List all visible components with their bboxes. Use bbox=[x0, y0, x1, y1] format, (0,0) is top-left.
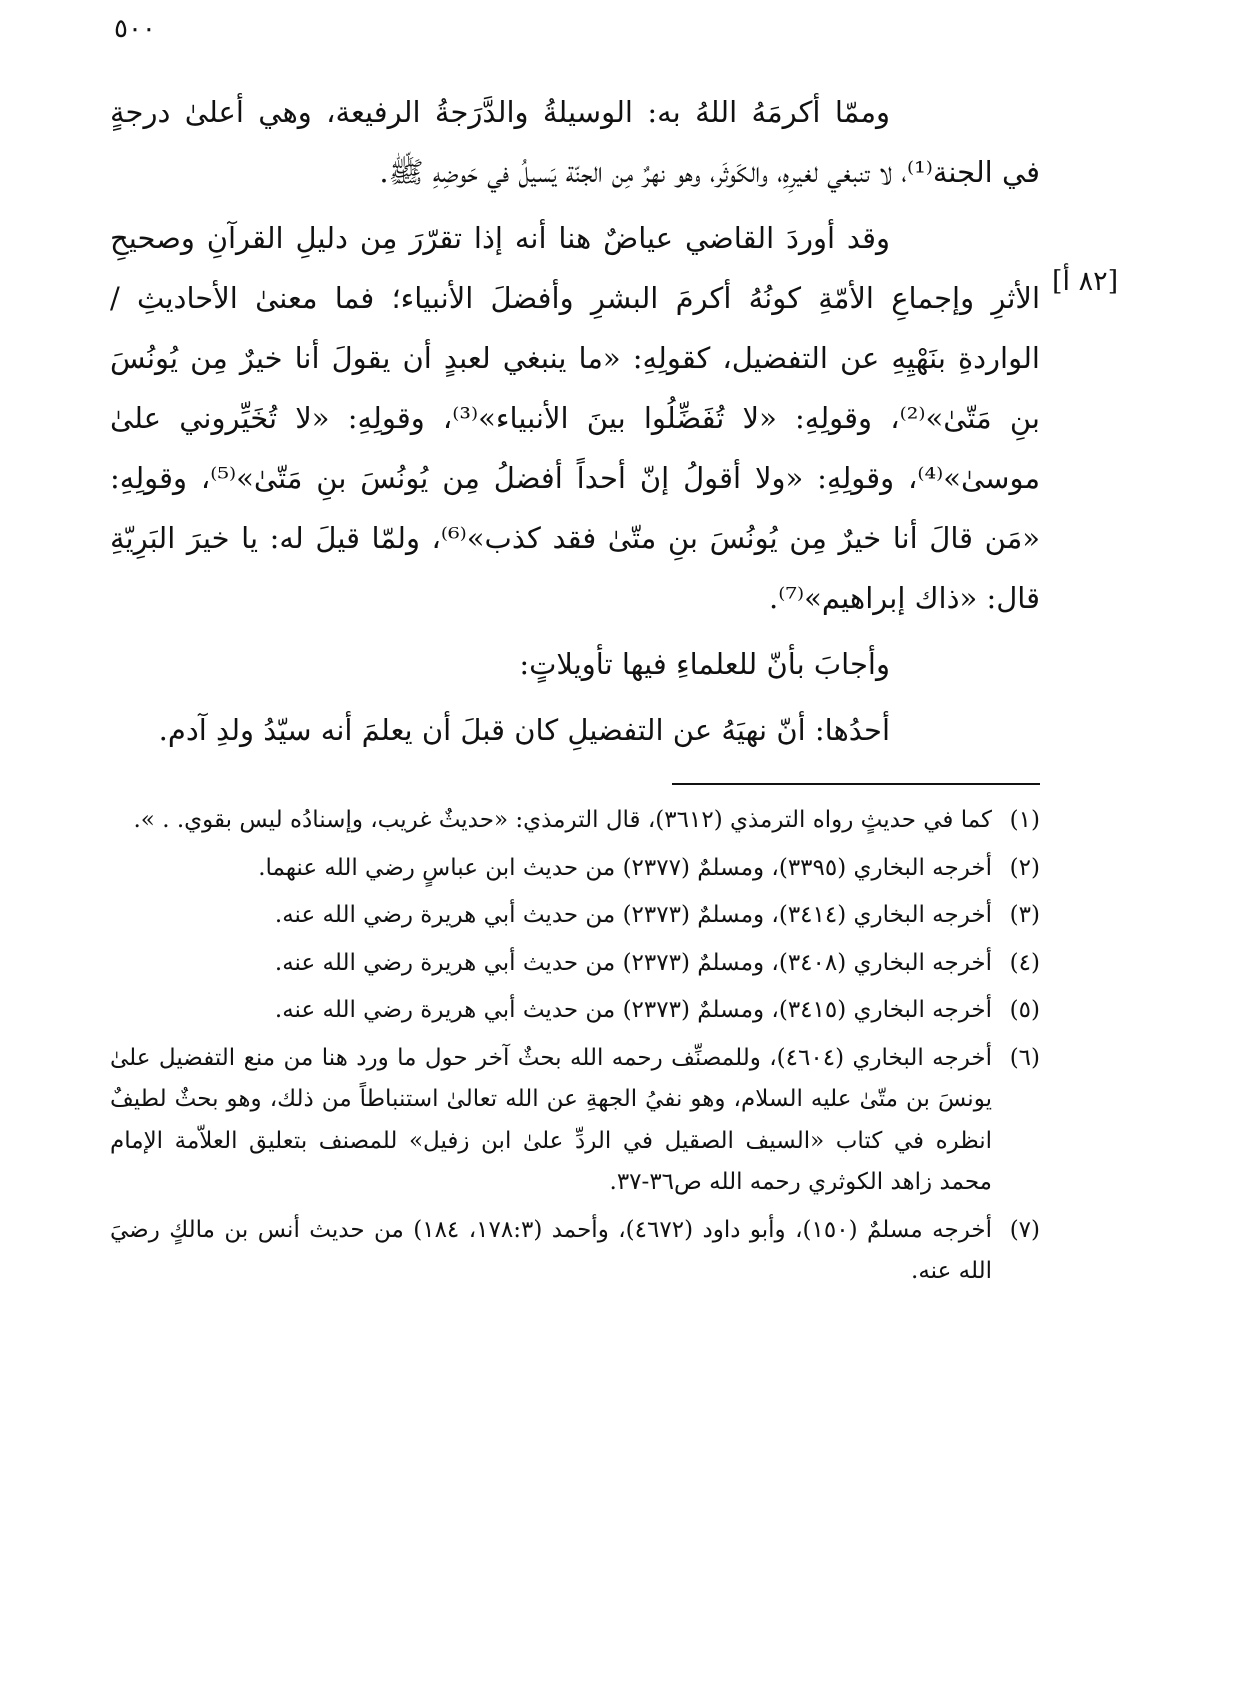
footnotes bbox=[110, 800, 1040, 1299]
footnote-number: (٤) bbox=[1009, 949, 1040, 976]
footnote-item bbox=[110, 1210, 1040, 1293]
footnote-text: أخرجه البخاري (٣٣٩٥)، ومسلمٌ (٢٣٧٧) من حديث ابن عباسٍ رضي الله عنهما. bbox=[258, 854, 992, 881]
main-text bbox=[110, 82, 1040, 766]
body-paragraph: وممّا أكرمَهُ اللهُ به: الوسيلةُ والدَّرَجةُ الرفيعة، وهي أعلىٰ درجةٍ في الجنة⁽¹⁾، لا تنبغي لغيرِهِ، والكَوثَر، وهو نهرٌ مِن الجنّة يَسيلُ في حَوضِهِ ﷺ. bbox=[110, 95, 1040, 189]
footnote-text: كما في حديثٍ رواه الترمذي (٣٦١٢)، قال الترمذي: «حديثٌ غريب، وإسنادُه ليس بقوي. . ». bbox=[133, 807, 992, 833]
footnote-number: (٧) bbox=[1009, 1216, 1041, 1243]
footnote-item bbox=[110, 895, 1040, 937]
footnote-text: أخرجه البخاري (٣٤١٤)، ومسلمٌ (٢٣٧٣) من حديث أبي هريرة رضي الله عنه. bbox=[274, 902, 992, 928]
footnote-item bbox=[110, 848, 1040, 890]
footnote-number: (٢) bbox=[1009, 854, 1040, 881]
footnote-text: أخرجه البخاري (٤٦٠٤)، وللمصنِّف رحمه الله بحثٌ آخر حول ما ورد هنا من منع التفضيل علىٰ يونسَ بن متّىٰ عليه السلام، وهو نفيُ الجهةِ عن الله تعالىٰ استنباطاً من ذلك، وهو بحثٌ لطيفٌ انظره في كتاب «السيف الصقيل في الردِّ علىٰ ابن زفيل» للمصنف بتعليق العلاّمة الإمام محمد زاهد الكوثري رحمه الله ص٣٦-٣٧. bbox=[110, 1044, 993, 1195]
folio-marginal-note: [٨٢ أ] bbox=[1052, 266, 1119, 297]
footnote-item bbox=[110, 800, 1040, 842]
footnote-number: (٣) bbox=[1009, 902, 1040, 928]
footnote-text: أخرجه البخاري (٣٤١٥)، ومسلمٌ (٢٣٧٣) من حديث أبي هريرة رضي الله عنه. bbox=[274, 997, 992, 1023]
footnote-number: (١) bbox=[1009, 807, 1040, 833]
body-paragraph: وقد أوردَ القاضي عياضٌ هنا أنه إذا تقرّرَ مِن دليلِ القرآنِ وصحيحِ الأثرِ وإجماعِ الأمّةِ كونُهُ أكرمَ البشرِ وأفضلَ الأنبياء؛ فما معنىٰ الأحاديثِ / الواردةِ بنَهْيِهِ عن التفضيل، كقولِهِ: «ما ينبغي لعبدٍ أن يقولَ أنا خيرٌ مِن يُونُسَ بنِ مَتّىٰ»⁽²⁾، وقولِهِ: «لا تُفَضِّلُوا بينَ الأنبياء»⁽³⁾، وقولِهِ: «لا تُخَيِّروني علىٰ موسىٰ»⁽⁴⁾، وقولِهِ: «ولا أقولُ إنّ أحداً أفضلُ مِن يُونُسَ بنِ مَتّىٰ»⁽⁵⁾، وقولِهِ: «مَن قالَ أنا خيرٌ مِن يُونُسَ بنِ متّىٰ فقد كذب»⁽⁶⁾، ولمّا قيلَ له: يا خيرَ البَرِيّةِ قال: «ذاك إبراهيم»⁽⁷⁾. bbox=[110, 221, 1041, 615]
footnote-number: (٥) bbox=[1009, 997, 1040, 1023]
footnote-text: أخرجه مسلمٌ (١٥٠)، وأبو داود (٤٦٧٢)، وأحمد (١٧٨:٣، ١٨٤) من حديث أنس بن مالكٍ رضيَ الله عنه. bbox=[110, 1216, 993, 1284]
page-number: ٥٠٠ bbox=[114, 14, 156, 44]
footnote-text: أخرجه البخاري (٣٤٠٨)، ومسلمٌ (٢٣٧٣) من حديث أبي هريرة رضي الله عنه. bbox=[274, 949, 992, 976]
body-paragraph: أحدُها: أنّ نهيَهُ عن التفضيلِ كان قبلَ أن يعلمَ أنه سيّدُ ولدِ آدم. bbox=[158, 713, 890, 747]
footnote-item bbox=[110, 990, 1040, 1032]
footnote-separator bbox=[672, 783, 1040, 785]
footnote-item bbox=[110, 1038, 1040, 1204]
footnote-number: (٦) bbox=[1009, 1044, 1041, 1071]
footnote-item bbox=[110, 943, 1040, 985]
body-paragraph: وأجابَ بأنّ للعلماءِ فيها تأويلاتٍ: bbox=[519, 647, 890, 681]
